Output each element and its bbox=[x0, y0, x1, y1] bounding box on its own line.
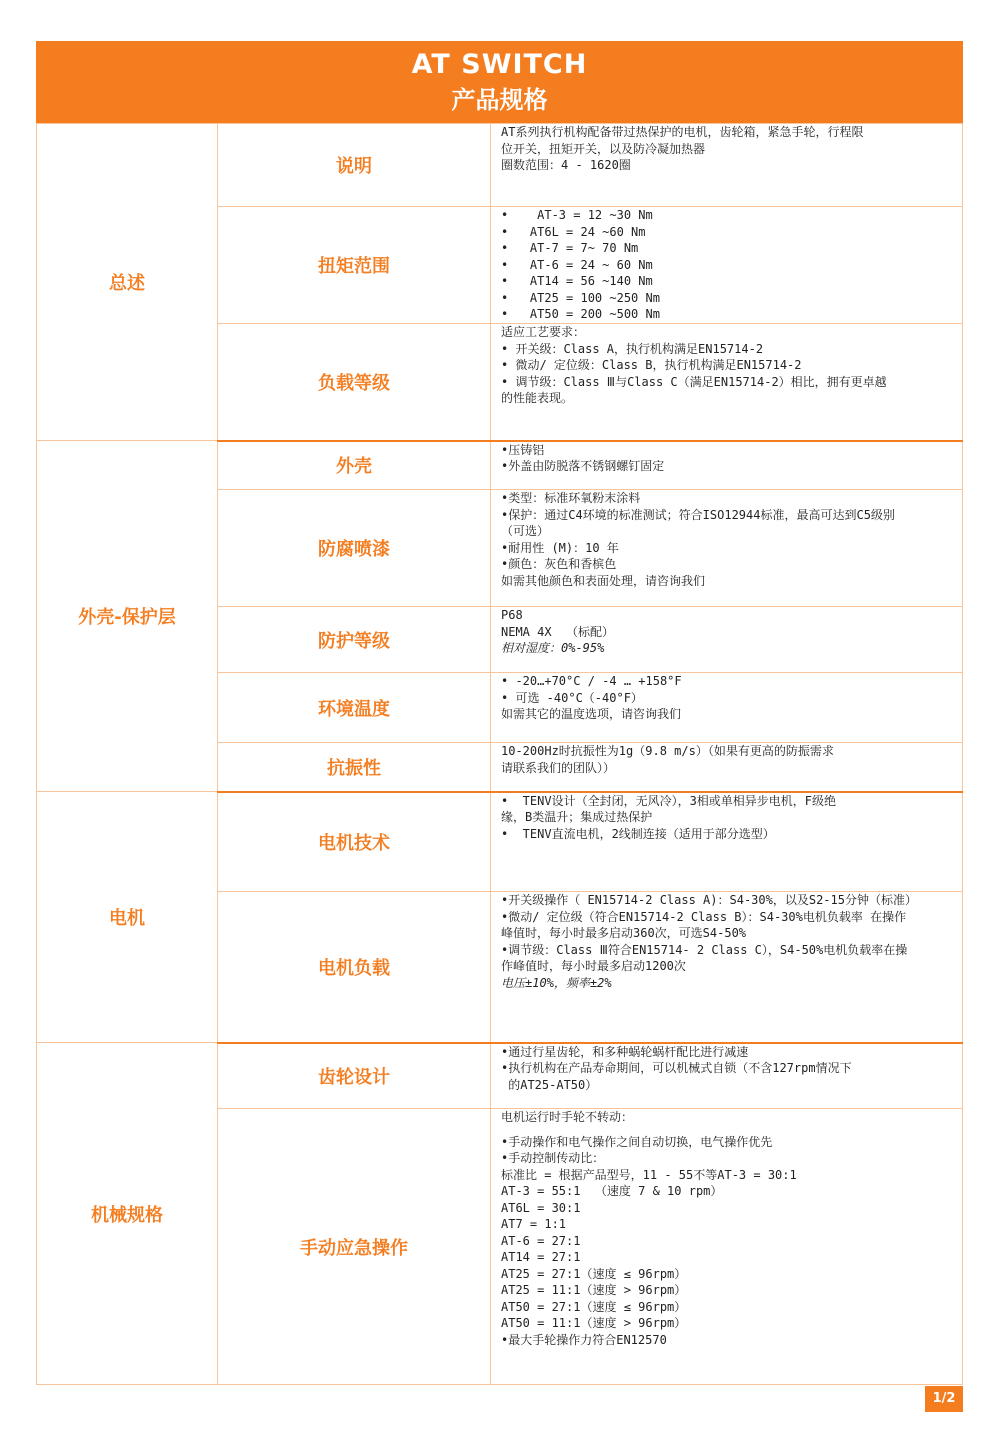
description-line: AT-3 = 55:1 （速度 7 & 10 rpm） bbox=[501, 1184, 723, 1198]
product-title: AT SWITCH bbox=[411, 49, 588, 80]
spec-label: 环境温度 bbox=[218, 673, 491, 743]
sheet-header bbox=[36, 41, 963, 123]
description-line: （可选） bbox=[501, 524, 550, 538]
description-line: 适应工艺要求： bbox=[501, 325, 586, 339]
spec-label: 电机负载 bbox=[218, 892, 491, 1043]
description-line: •压铸铝 bbox=[501, 442, 545, 457]
description-line: AT6L = 30:1 bbox=[501, 1200, 581, 1215]
spec-description bbox=[491, 207, 963, 324]
description-line: 位开关，扭矩开关，以及防冷凝加热器 bbox=[501, 141, 706, 156]
spec-description bbox=[491, 743, 963, 792]
spec-label: 负载等级 bbox=[218, 324, 491, 441]
spec-description bbox=[491, 1043, 963, 1109]
spec-label: 电机技术 bbox=[218, 792, 491, 892]
description-line: • AT-6 = 24 ~ 60 Nm bbox=[501, 257, 653, 272]
description-line: • 开关级：Class A，执行机构满足EN15714-2 bbox=[501, 341, 764, 356]
spec-description bbox=[491, 673, 963, 743]
description-line: 缘，B类温升；集成过热保护 bbox=[501, 810, 653, 824]
description-line: 标准比 = 根据产品型号，11 - 55不等AT-3 = 30:1 bbox=[501, 1167, 797, 1182]
spec-table bbox=[36, 123, 963, 1385]
description-line: • 微动/ 定位级：Class B，执行机构满足EN15714-2 bbox=[501, 358, 802, 372]
spec-description bbox=[491, 441, 963, 490]
description-line: • TENV直流电机，2线制连接（适用于部分选型） bbox=[501, 826, 775, 841]
description-line: • AT-3 = 12 ~30 Nm bbox=[501, 208, 653, 222]
description-line: •调节级：Class Ⅲ符合EN15714- 2 Class C），S4-50%电机负载率在操 bbox=[501, 942, 908, 957]
spec-description bbox=[491, 124, 963, 207]
description-line: AT25 = 11:1（速度 > 96rpm） bbox=[501, 1283, 687, 1297]
description-line: •颜色：灰色和香槟色 bbox=[501, 557, 617, 571]
spec-description bbox=[491, 1109, 963, 1385]
description-line: •外盖由防脱落不锈钢螺钉固定 bbox=[501, 459, 665, 473]
description-line: •手动操作和电气操作之间自动切换，电气操作优先 bbox=[501, 1134, 773, 1149]
spec-description bbox=[491, 892, 963, 1043]
spec-sheet bbox=[36, 41, 963, 1385]
description-line: • AT50 = 200 ~500 Nm bbox=[501, 307, 660, 321]
description-line: •微动/ 定位级（符合EN15714-2 Class B）：S4-30%电机负载率 在操作 bbox=[501, 909, 907, 924]
section-category: 电机 bbox=[37, 792, 218, 1043]
spec-row bbox=[37, 792, 963, 892]
section-category: 外壳-保护层 bbox=[37, 441, 218, 792]
spec-description bbox=[491, 490, 963, 607]
spec-label: 防腐喷漆 bbox=[218, 490, 491, 607]
description-line: 如需其它的温度选项，请咨询我们 bbox=[501, 707, 682, 721]
section-category: 总述 bbox=[37, 124, 218, 441]
description-line: •最大手轮操作力符合EN12570 bbox=[501, 1332, 667, 1347]
description-line: • AT14 = 56 ~140 Nm bbox=[501, 274, 653, 288]
spec-label: 外壳 bbox=[218, 441, 491, 490]
description-line: • TENV设计（全封闭，无风冷），3相或单相异步电机，F级绝 bbox=[501, 793, 837, 808]
description-line: 10-200Hz时抗振性为1g（9.8 m/s）（如果有更高的防振需求 bbox=[501, 744, 834, 758]
description-line: 请联系我们的团队）） bbox=[501, 760, 616, 775]
spec-description bbox=[491, 792, 963, 892]
description-line bbox=[501, 1126, 952, 1134]
description-line: AT14 = 27:1 bbox=[501, 1250, 581, 1264]
sheet-subtitle: 产品规格 bbox=[451, 86, 548, 114]
spec-label: 齿轮设计 bbox=[218, 1043, 491, 1109]
description-line: AT7 = 1:1 bbox=[501, 1217, 567, 1231]
spec-label: 手动应急操作 bbox=[218, 1109, 491, 1385]
description-line: •通过行星齿轮，和多种蜗轮蜗杆配比进行减速 bbox=[501, 1044, 749, 1059]
description-line: 圈数范围：4 - 1620圈 bbox=[501, 158, 631, 172]
spec-label: 说明 bbox=[218, 124, 491, 207]
spec-label: 抗振性 bbox=[218, 743, 491, 792]
description-line: •执行机构在产品寿命期间，可以机械式自锁（不含127rpm情况下 bbox=[501, 1061, 852, 1075]
description-line: • AT6L = 24 ~60 Nm bbox=[501, 224, 646, 239]
spec-row bbox=[37, 441, 963, 490]
description-line: AT25 = 27:1（速度 ≤ 96rpm） bbox=[501, 1266, 687, 1281]
description-line: NEMA 4X （标配） bbox=[501, 624, 615, 639]
page-number: 1/2 bbox=[925, 1386, 963, 1412]
description-line: 相对湿度：0%-95% bbox=[501, 641, 605, 655]
description-line: AT-6 = 27:1 bbox=[501, 1233, 581, 1248]
description-line: 的AT25-AT50） bbox=[501, 1077, 598, 1092]
description-line: AT系列执行机构配备带过热保护的电机，齿轮箱，紧急手轮，行程限 bbox=[501, 125, 864, 139]
description-line: • 可选 -40°C（-40°F） bbox=[501, 690, 643, 705]
description-line: • AT-7 = 7~ 70 Nm bbox=[501, 241, 639, 255]
description-line: 的性能表现。 bbox=[501, 391, 574, 405]
spec-label: 防护等级 bbox=[218, 607, 491, 673]
description-line: AT50 = 27:1（速度 ≤ 96rpm） bbox=[501, 1299, 687, 1314]
description-line: 电压±10%，频率±2% bbox=[501, 975, 612, 990]
description-line: • AT25 = 100 ~250 Nm bbox=[501, 290, 660, 305]
description-line: •手动控制传动比： bbox=[501, 1151, 605, 1165]
description-line: 如需其他颜色和表面处理，请咨询我们 bbox=[501, 573, 706, 588]
description-line: •类型：标准环氧粉末涂料 bbox=[501, 491, 641, 505]
description-line: • -20…+70°C / -4 … +158°F bbox=[501, 674, 682, 688]
spec-row bbox=[37, 1043, 963, 1109]
description-line: • 调节级：Class Ⅲ与Class C（满足EN15714-2）相比，拥有更卓越 bbox=[501, 374, 887, 389]
description-line: •开关级操作（ EN15714-2 Class A)：S4-30%，以及S2-15分钟（标准） bbox=[501, 893, 917, 907]
description-line: •保护：通过C4环境的标准测试；符合ISO12944标准，最高可达到C5级别 bbox=[501, 507, 895, 522]
description-line: P68 bbox=[501, 608, 523, 622]
spec-label: 扭矩范围 bbox=[218, 207, 491, 324]
description-line: AT50 = 11:1（速度 > 96rpm） bbox=[501, 1316, 687, 1330]
spec-row bbox=[37, 124, 963, 207]
spec-description bbox=[491, 607, 963, 673]
description-line: 峰值时，每小时最多启动360次，可选S4-50% bbox=[501, 926, 747, 940]
spec-description bbox=[491, 324, 963, 441]
section-category: 机械规格 bbox=[37, 1043, 218, 1385]
description-line: 作峰值时，每小时最多启动1200次 bbox=[501, 959, 686, 973]
description-line: 电机运行时手轮不转动： bbox=[501, 1110, 634, 1124]
description-line: •耐用性 (M)：10 年 bbox=[501, 540, 619, 555]
